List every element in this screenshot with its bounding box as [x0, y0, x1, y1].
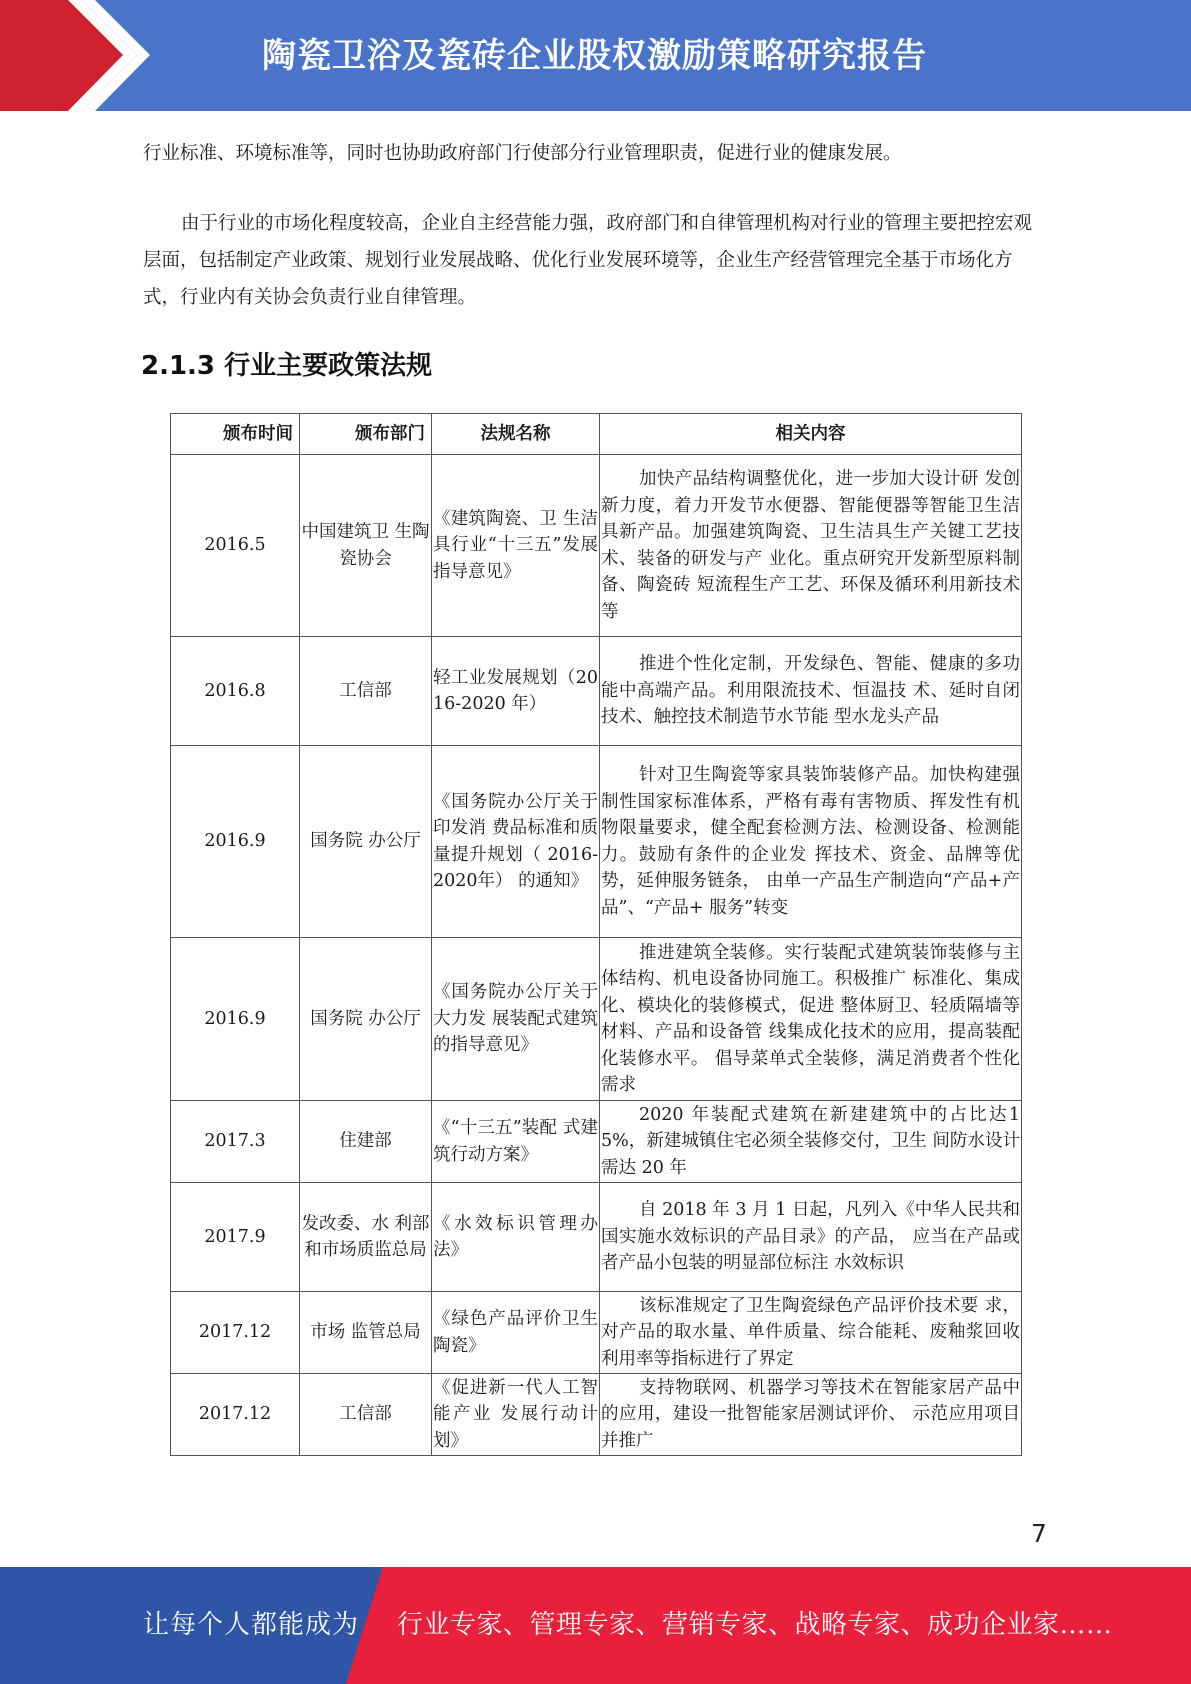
cell-department: 中国建筑卫 生陶瓷协会 [300, 455, 432, 637]
table-row [171, 637, 1022, 746]
cell-regulation: 《国务院办公厅关于大力发 展装配式建筑 的指导意见》 [432, 938, 600, 1101]
cell-department: 住建部 [300, 1101, 432, 1183]
cell-date: 2017.12 [171, 1292, 300, 1374]
cell-content: 推进个性化定制，开发绿色、智能、健康的多功能中高端产品。利用限流技术、恒温技 术、延时自闭技术、触控技术制造节水节能 型水龙头产品 [600, 637, 1022, 746]
table-row [171, 938, 1022, 1101]
cell-date: 2017.9 [171, 1183, 300, 1292]
cell-date: 2017.12 [171, 1374, 300, 1456]
column-header-regulation: 法规名称 [432, 414, 600, 455]
column-header-content: 相关内容 [600, 414, 1022, 455]
cell-date: 2016.8 [171, 637, 300, 746]
column-header-department: 颁布部门 [300, 414, 432, 455]
cell-regulation: 《绿色产品评价卫生陶瓷》 [432, 1292, 600, 1374]
cell-department: 工信部 [300, 637, 432, 746]
footer-slogan-left: 让每个人都能成为 [143, 1610, 360, 1640]
cell-department: 国务院 办公厅 [300, 938, 432, 1101]
cell-department: 国务院 办公厅 [300, 746, 432, 938]
cell-content: 2020 年装配式建筑在新建建筑中的占比达15%，新建城镇住宅必须全装修交付，卫生 间防水设计需达 20 年 [600, 1101, 1022, 1183]
cell-date: 2016.9 [171, 938, 300, 1101]
footer-slogan-right: 行业专家、管理专家、营销专家、战略专家、成功企业家…… [397, 1610, 1113, 1640]
cell-content: 加快产品结构调整优化，进一步加大设计研 发创新力度，着力开发节水便器、智能便器等智能卫生洁具新产品。加强建筑陶瓷、卫生洁具生产关键工艺技术、装备的研发与产 业化。重点研究开发新型原料制备、陶瓷砖 短流程生产工艺、环保及循环利用新技术等 [600, 455, 1022, 637]
cell-content: 该标准规定了卫生陶瓷绿色产品评价技术要 求，对产品的取水量、单件质量、综合能耗、废釉浆回收利用率等指标进行了界定 [600, 1292, 1022, 1374]
report-title: 陶瓷卫浴及瓷砖企业股权激励策略研究报告 [262, 36, 927, 76]
cell-regulation: 《水效标识管理办法》 [432, 1183, 600, 1292]
cell-department: 市场 监管总局 [300, 1292, 432, 1374]
cell-department: 发改委、水 利部和市场质监总局 [300, 1183, 432, 1292]
cell-regulation: 《国务院办公厅关于印发消 费品标准和质 量提升规划（ 2016-2020年） 的通知》 [432, 746, 600, 938]
cell-department: 工信部 [300, 1374, 432, 1456]
report-header [0, 0, 1191, 111]
policy-table [170, 413, 1022, 1456]
column-header-date: 颁布时间 [171, 414, 300, 455]
cell-content: 推进建筑全装修。实行装配式建筑装饰装修与主体结构、机电设备协同施工。积极推广 标准化、集成化、模块化的装修模式，促进 整体厨卫、轻质隔墙等材料、产品和设备管 线集成化技术的应用，提高装配化装修水平。 倡导菜单式全装修，满足消费者个性化需求 [600, 938, 1022, 1101]
section-heading: 2.1.3 行业主要政策法规 [141, 351, 433, 381]
paragraph-intro: 行业标准、环境标准等，同时也协助政府部门行使部分行业管理职责，促进行业的健康发展。 [143, 143, 902, 164]
cell-content: 自 2018 年 3 月 1 日起，凡列入《中华人民共和国实施水效标识的产品目录》的产品， 应当在产品或者产品小包装的明显部位标注 水效标识 [600, 1183, 1022, 1292]
page-number: 7 [1031, 1519, 1047, 1548]
table-row [171, 1183, 1022, 1292]
cell-regulation: 《建筑陶瓷、卫 生洁具行业“十三五”发展指导意见》 [432, 455, 600, 637]
table-row [171, 746, 1022, 938]
table-row [171, 1101, 1022, 1183]
table-row [171, 1292, 1022, 1374]
cell-date: 2016.9 [171, 746, 300, 938]
paragraph-market: 由于行业的市场化程度较高，企业自主经营能力强，政府部门和自律管理机构对行业的管理主要把控宏观层面，包括制定产业政策、规划行业发展战略、优化行业发展环境等，企业生产经营管理完全基于市场化方式，行业内有关协会负责行业自律管理。 [143, 213, 1033, 308]
cell-regulation: 《促进新一代人工智能产业 发展行动计划》 [432, 1374, 600, 1456]
table-row [171, 1374, 1022, 1456]
report-footer [0, 1567, 1191, 1684]
table-row [171, 455, 1022, 637]
cell-date: 2016.5 [171, 455, 300, 637]
cell-date: 2017.3 [171, 1101, 300, 1183]
cell-regulation: 《“十三五”装配 式建筑行动方案》 [432, 1101, 600, 1183]
cell-content: 支持物联网、机器学习等技术在智能家居产品中的应用，建设一批智能家居测试评价、 示范应用项目并推广 [600, 1374, 1022, 1456]
table-header-row [171, 414, 1022, 455]
cell-regulation: 轻工业发展规划（2016-2020 年） [432, 637, 600, 746]
cell-content: 针对卫生陶瓷等家具装饰装修产品。加快构建强制性国家标准体系，严格有毒有害物质、挥发性有机物限量要求，健全配套检测方法、检测设备、检测能力。鼓励有条件的企业发 挥技术、资金、品牌等优势，延伸服务链条， 由单一产品生产制造向“产品+产品”、“产品+ 服务”转变 [600, 746, 1022, 938]
